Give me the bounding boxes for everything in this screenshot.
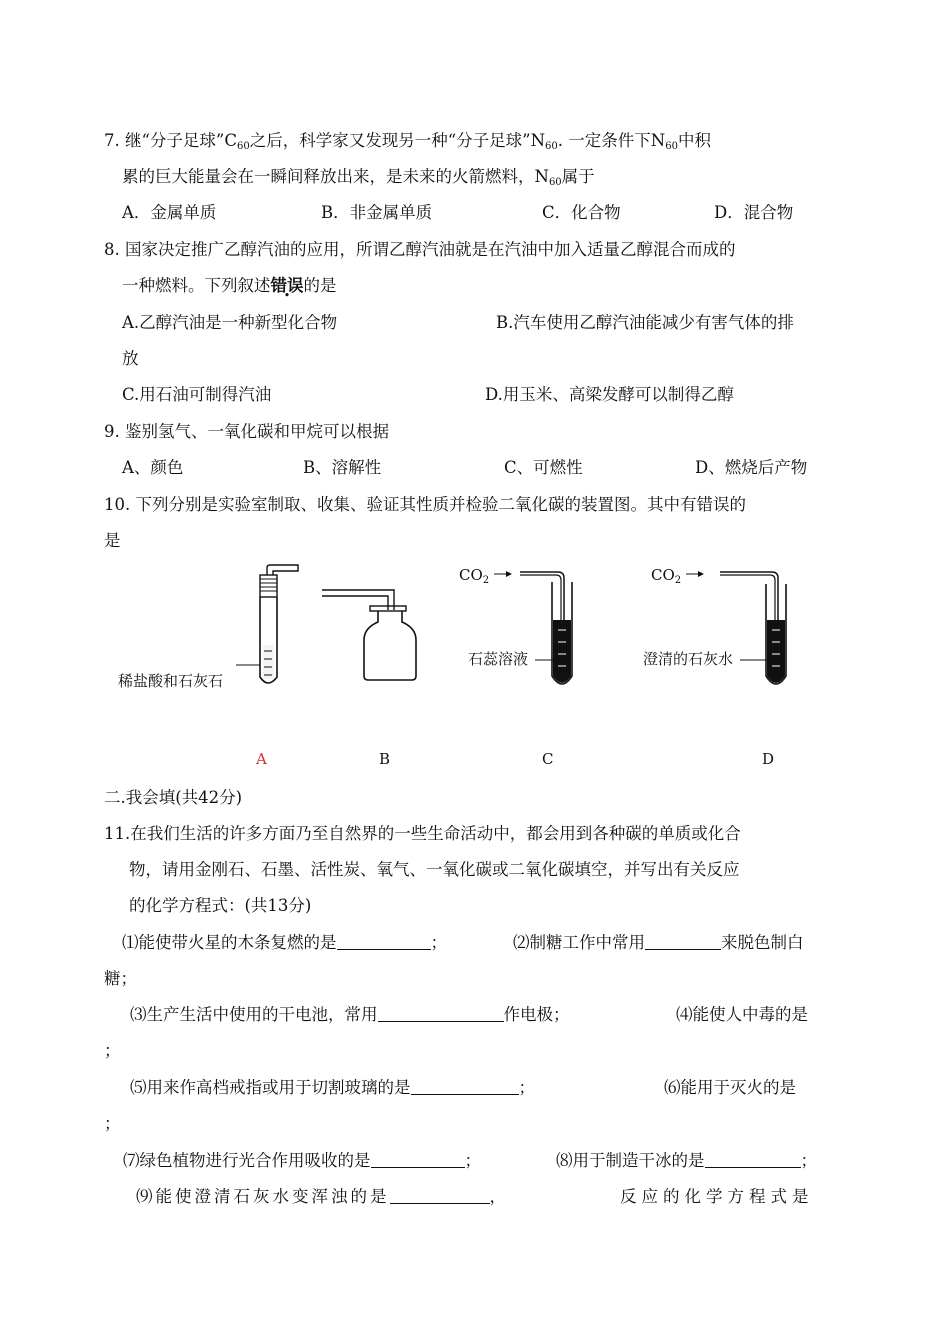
q8-option-d: D.用玉米、高梁发酵可以制得乙醇 bbox=[485, 385, 734, 404]
q8-option-c: C.用石油可制得汽油 bbox=[122, 385, 272, 404]
answer-blank-9[interactable] bbox=[390, 1187, 490, 1204]
q11-part6-wrap: ； bbox=[104, 1114, 121, 1133]
q8-line2: 一种燃料。下列叙述错误的是 bbox=[122, 276, 337, 295]
q8-option-b-wrap: 放 bbox=[122, 349, 139, 368]
q8-option-b: B.汽车使用乙醇汽油能减少有害气体的排 bbox=[496, 313, 794, 332]
answer-blank-3[interactable] bbox=[378, 1005, 504, 1022]
q9-line1: 9. 鉴别氢气、一氧化碳和甲烷可以根据 bbox=[104, 422, 389, 441]
q11-part6: ⑹能用于灭火的是 bbox=[664, 1078, 796, 1097]
answer-blank-5[interactable] bbox=[411, 1078, 519, 1095]
figure-c-leader-line bbox=[535, 659, 555, 663]
q7-line1: 7. 继“分子足球$”C_{60}$之后，科学家又发现另一种“分子足球$”N_{60}$. 一定条件下$N_{60}$中积 bbox=[104, 131, 711, 152]
q7-option-c: C．化合物 bbox=[542, 203, 621, 222]
figure-b-apparatus bbox=[320, 588, 420, 688]
q8-line1: 8. 国家决定推广乙醇汽油的应用，所谓乙醇汽油就是在汽油中加入适量乙醇混合而成的 bbox=[104, 240, 736, 259]
q11-part2: ⑵制糖工作中常用 来脱色制白 bbox=[513, 933, 804, 952]
figure-letter-d: D bbox=[762, 750, 775, 768]
answer-blank-8[interactable] bbox=[705, 1151, 801, 1168]
q9-option-b: B、溶解性 bbox=[303, 458, 382, 477]
q11-part7: ⑺绿色植物进行光合作用吸收的是 ； bbox=[123, 1151, 481, 1170]
q8-emphasis: 错误 bbox=[270, 276, 304, 295]
figure-a-label: 稀盐酸和石灰石 bbox=[118, 672, 224, 690]
q11-line3: 的化学方程式：(共13分) bbox=[129, 896, 312, 915]
q11-part8: ⑻用于制造干冰的是 ； bbox=[556, 1151, 817, 1170]
q11-part5: ⑸用来作高档戒指或用于切割玻璃的是 ； bbox=[130, 1078, 535, 1097]
answer-blank-2[interactable] bbox=[645, 933, 721, 950]
figure-d-label: 澄清的石灰水 bbox=[643, 650, 734, 668]
figure-a-apparatus bbox=[230, 565, 310, 695]
q7-option-a: A．金属单质 bbox=[122, 203, 217, 222]
answer-blank-7[interactable] bbox=[371, 1151, 465, 1168]
q11-part9: ⑼能使澄清石灰水变浑浊的是 ， bbox=[136, 1187, 509, 1206]
q7-option-b: B．非金属单质 bbox=[321, 203, 433, 222]
q9-option-a: A、颜色 bbox=[122, 458, 184, 477]
q11-part4: ⑷能使人中毒的是 bbox=[676, 1005, 808, 1024]
figure-letter-b: B bbox=[379, 750, 391, 768]
q11-part9-equation-prompt: 反应的化学方程式是 bbox=[620, 1187, 814, 1206]
q7-option-d: D．混合物 bbox=[714, 203, 794, 222]
figure-c-apparatus bbox=[492, 566, 582, 696]
figure-d-apparatus bbox=[684, 566, 794, 696]
q8-option-a: A.乙醇汽油是一种新型化合物 bbox=[122, 313, 338, 332]
q11-part1: ⑴能使带火星的木条复燃的是 ； bbox=[122, 933, 447, 952]
figure-c-label: 石蕊溶液 bbox=[468, 650, 529, 668]
q7-line2: 累的巨大能量会在一瞬间释放出来，是未来的火箭燃料，$N_{60}$属于 bbox=[122, 167, 595, 188]
figure-d-leader-line bbox=[740, 659, 770, 663]
q11-part2-wrap: 糖； bbox=[104, 969, 137, 988]
section-2-heading: 二.我会填(共42分) bbox=[104, 788, 243, 807]
q11-line1: 11.在我们生活的许多方面乃至自然界的一些生命活动中，都会用到各种碳的单质或化合 bbox=[104, 824, 741, 843]
q9-option-d: D、燃烧后产物 bbox=[695, 458, 808, 477]
q9-option-c: C、可燃性 bbox=[504, 458, 583, 477]
q10-line1: 10. 下列分别是实验室制取、收集、验证其性质并检验二氧化碳的装置图。其中有错误的 bbox=[104, 495, 746, 514]
q10-line2: 是 bbox=[104, 531, 121, 550]
answer-blank-1[interactable] bbox=[337, 933, 431, 950]
figure-letter-a: A bbox=[256, 750, 267, 768]
q11-part4-wrap: ； bbox=[104, 1041, 121, 1060]
figure-c-co2-label: $CO_2$ bbox=[459, 566, 490, 586]
q11-line2: 物，请用金刚石、石墨、活性炭、氧气、一氧化碳或二氧化碳填空，并写出有关反应 bbox=[129, 860, 740, 879]
figure-d-co2-label: $CO_2$ bbox=[651, 566, 682, 586]
q11-part3: ⑶生产生活中使用的干电池，常用 作电极； bbox=[130, 1005, 570, 1024]
figure-letter-c: C bbox=[542, 750, 554, 768]
